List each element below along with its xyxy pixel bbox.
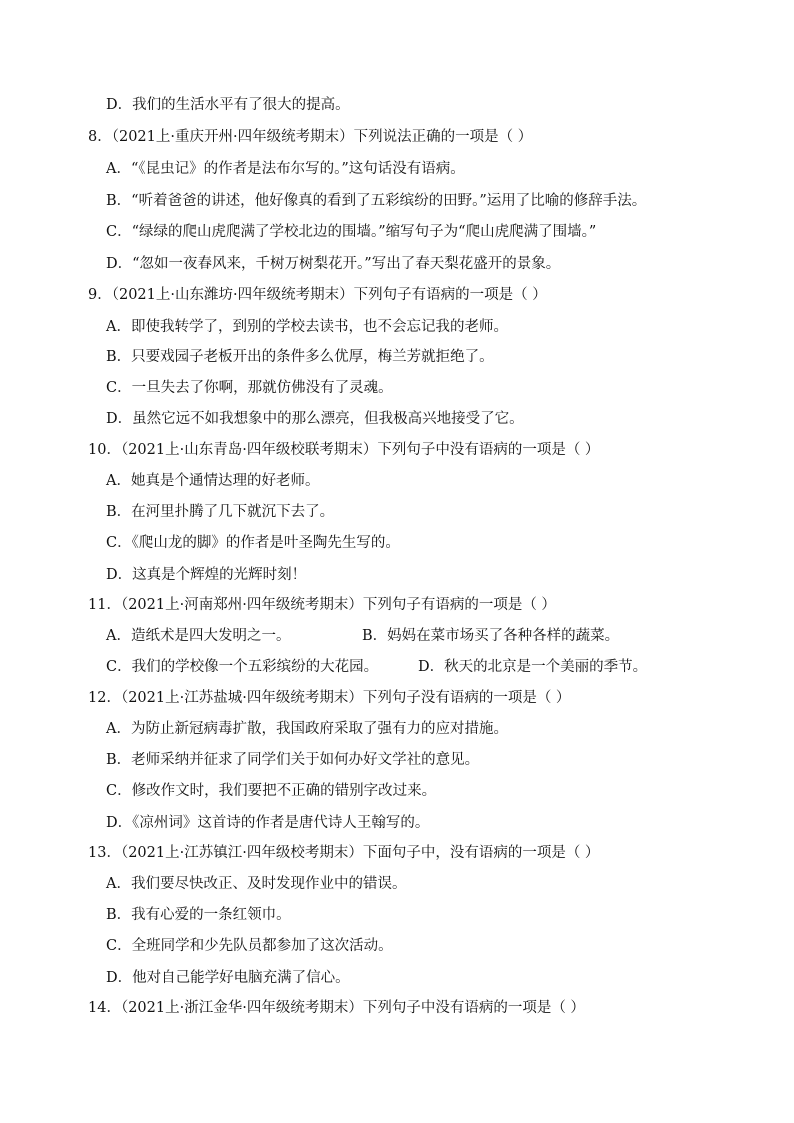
option-11b: B．妈妈在菜市场买了各种各样的蔬菜。 <box>362 628 620 644</box>
option-12a: A．为防止新冠病毒扩散，我国政府采取了强有力的应对措施。 <box>106 721 508 737</box>
option-10d: D．这真是个辉煌的光辉时刻！ <box>106 567 307 583</box>
option-12d: D．《凉州词》这首诗的作者是唐代诗人王翰写的。 <box>106 815 430 831</box>
option-10b: B．在河里扑腾了几下就沉下去了。 <box>106 504 335 520</box>
option-13c: C．全班同学和少先队员都参加了这次活动。 <box>106 938 393 954</box>
question-12: 12．（2021上·江苏盐城·四年级统考期末）下列句子没有语病的一项是（ ） <box>88 690 571 706</box>
option-8b: B．“听着爸爸的讲述，他好像真的看到了五彩缤纷的田野。”运用了比喻的修辞手法。 <box>106 193 647 209</box>
question-13: 13．（2021上·江苏镇江·四年级校考期末）下面句子中，没有语病的一项是（ ） <box>88 845 600 861</box>
option-13b: B．我有心爱的一条红领巾。 <box>106 907 291 923</box>
option-13d: D．他对自己能学好电脑充满了信心。 <box>106 970 350 986</box>
option-11a: A．造纸术是四大发明之一。 <box>106 628 291 644</box>
question-10: 10．（2021上·山东青岛·四年级校联考期末）下列句子中没有语病的一项是（ ） <box>88 442 600 458</box>
option-11d: D．秋天的北京是一个美丽的季节。 <box>418 659 648 675</box>
option-8a: A．“《昆虫记》的作者是法布尔写的。”这句话没有语病。 <box>106 161 465 177</box>
option-8c: C．“绿绿的爬山虎爬满了学校北边的围墙。”缩写句子为“爬山虎爬满了围墙。” <box>106 224 597 240</box>
option-9a: A．即使我转学了，到别的学校去读书，也不会忘记我的老师。 <box>106 319 508 335</box>
question-9: 9．（2021上·山东潍坊·四年级统考期末）下列句子有语病的一项是（ ） <box>88 287 547 303</box>
option-10c: C．《爬山龙的脚》的作者是叶圣陶先生写的。 <box>106 535 400 551</box>
question-14: 14．（2021上·浙江金华·四年级统考期末）下列句子中没有语病的一项是（ ） <box>88 1000 585 1016</box>
option-9b: B．只要戏园子老板开出的条件多么优厚，梅兰芳就拒绝了。 <box>106 349 494 365</box>
question-8: 8．（2021上·重庆开州·四年级统考期末）下列说法正确的一项是（ ） <box>88 129 533 145</box>
option-10a: A．她真是个通情达理的好老师。 <box>106 473 320 489</box>
question-11: 11．（2021上·河南郑州·四年级统考期末）下列句子有语病的一项是（ ） <box>88 597 556 613</box>
option-13a: A．我们要尽快改正、及时发现作业中的错误。 <box>106 876 407 892</box>
option-9d: D．虽然它远不如我想象中的那么漂亮，但我极高兴地接受了它。 <box>106 411 524 427</box>
option-7d: D．我们的生活水平有了很大的提高。 <box>106 97 350 113</box>
option-11c: C．我们的学校像一个五彩缤纷的大花园。 <box>106 659 379 675</box>
option-9c: C．一旦失去了你啊，那就仿佛没有了灵魂。 <box>106 380 393 396</box>
option-12c: C．修改作文时，我们要把不正确的错别字改过来。 <box>106 783 437 799</box>
option-8d: D．“忽如一夜春风来，千树万树梨花开。”写出了春天梨花盛开的景象。 <box>106 256 561 272</box>
option-12b: B．老师采纳并征求了同学们关于如何办好文学社的意见。 <box>106 752 480 768</box>
